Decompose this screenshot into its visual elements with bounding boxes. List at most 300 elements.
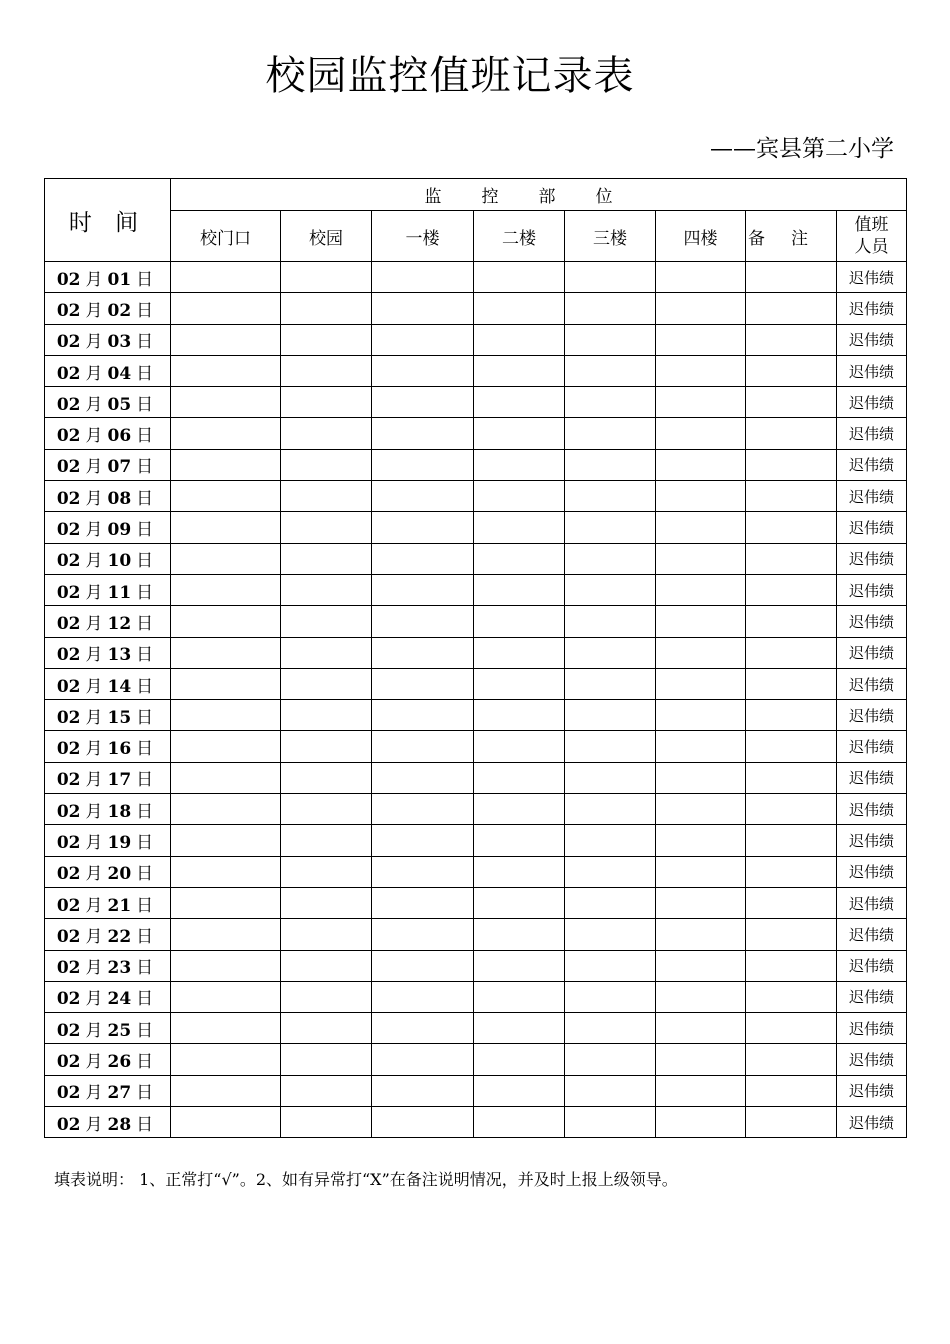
date-month-unit: 月 [85,801,103,822]
floor-2-cell[interactable] [474,1013,565,1044]
table-row [45,293,907,324]
staff-cell: 迟伟绩 [837,637,907,668]
date-month: 02 [56,739,81,760]
floor-3-cell[interactable] [565,543,656,574]
remarks-cell[interactable] [746,543,837,574]
gate-cell[interactable] [171,324,281,355]
table-body [45,262,907,1138]
staff-header-line-1: 值班 [854,215,889,235]
floor-3-cell[interactable] [565,512,656,543]
floor-3-cell[interactable] [565,481,656,512]
floor-2-cell[interactable] [474,668,565,699]
floor-1-cell[interactable] [372,637,474,668]
date-month: 02 [56,551,81,572]
date-month: 02 [56,801,81,822]
remarks-cell[interactable] [746,794,837,825]
floor-3-cell[interactable] [565,606,656,637]
monitor-location-header: 监控部位 [171,179,907,211]
staff-cell: 迟伟绩 [837,355,907,386]
floor-1-cell[interactable] [372,856,474,887]
date-day: 05 [107,394,132,415]
column-header-gate: 校门口 [171,211,281,262]
staff-cell: 迟伟绩 [837,512,907,543]
floor-1-cell[interactable] [372,1044,474,1075]
date-month-unit: 月 [85,269,103,290]
floor-1-cell[interactable] [372,293,474,324]
date-month: 02 [56,1114,81,1135]
campus-cell[interactable] [281,449,372,480]
campus-cell[interactable] [281,856,372,887]
floor-4-cell[interactable] [656,449,746,480]
floor-4-cell[interactable] [656,887,746,918]
remarks-cell[interactable] [746,762,837,793]
floor-4-cell[interactable] [656,387,746,418]
campus-cell[interactable] [281,919,372,950]
remarks-cell[interactable] [746,668,837,699]
date-day: 17 [107,770,132,791]
date-day-unit: 日 [136,801,154,822]
floor-3-cell[interactable] [565,794,656,825]
remarks-cell[interactable] [746,950,837,981]
campus-cell[interactable] [281,418,372,449]
remarks-cell[interactable] [746,887,837,918]
floor-1-cell[interactable] [372,355,474,386]
floor-3-cell[interactable] [565,449,656,480]
floor-2-cell[interactable] [474,355,565,386]
table-row [45,1013,907,1044]
date-month-unit: 月 [85,582,103,603]
remarks-cell[interactable] [746,981,837,1012]
campus-cell[interactable] [281,324,372,355]
floor-3-cell[interactable] [565,887,656,918]
gate-cell[interactable] [171,512,281,543]
floor-3-cell[interactable] [565,950,656,981]
date-day-unit: 日 [136,1020,154,1041]
floor-1-cell[interactable] [372,825,474,856]
campus-cell[interactable] [281,606,372,637]
staff-cell: 迟伟绩 [837,950,907,981]
table-row [45,606,907,637]
remarks-cell[interactable] [746,825,837,856]
campus-cell[interactable] [281,887,372,918]
remarks-cell[interactable] [746,1075,837,1106]
date-day: 13 [107,645,132,666]
gate-cell[interactable] [171,262,281,293]
floor-1-cell[interactable] [372,919,474,950]
floor-2-cell[interactable] [474,324,565,355]
staff-cell: 迟伟绩 [837,668,907,699]
floor-3-cell[interactable] [565,324,656,355]
floor-2-cell[interactable] [474,981,565,1012]
column-header-floor-1: 一楼 [372,211,474,262]
campus-cell[interactable] [281,1044,372,1075]
floor-2-cell[interactable] [474,856,565,887]
table-row [45,856,907,887]
table-row [45,887,907,918]
filling-instructions: 填表说明： 1、正常打“√”。2、如有异常打“X”在备注说明情况，并及时上报上级领导。 [54,1170,678,1189]
date-day: 07 [107,457,132,478]
floor-4-cell[interactable] [656,1044,746,1075]
date-month: 02 [56,676,81,697]
floor-4-cell[interactable] [656,794,746,825]
gate-cell[interactable] [171,574,281,605]
date-cell [45,981,171,1012]
table-row [45,355,907,386]
date-month: 02 [56,1020,81,1041]
campus-cell[interactable] [281,512,372,543]
remarks-cell[interactable] [746,449,837,480]
gate-cell[interactable] [171,481,281,512]
floor-2-cell[interactable] [474,1075,565,1106]
floor-4-cell[interactable] [656,981,746,1012]
date-month-unit: 月 [85,332,103,353]
date-month: 02 [56,520,81,541]
campus-cell[interactable] [281,950,372,981]
date-day-unit: 日 [136,739,154,760]
remarks-cell[interactable] [746,919,837,950]
staff-cell: 迟伟绩 [837,794,907,825]
floor-1-cell[interactable] [372,762,474,793]
floor-3-cell[interactable] [565,387,656,418]
table-row [45,418,907,449]
date-day-unit: 日 [136,958,154,979]
date-day-unit: 日 [136,676,154,697]
date-month: 02 [56,363,81,384]
floor-4-cell[interactable] [656,637,746,668]
floor-2-cell[interactable] [474,574,565,605]
gate-cell[interactable] [171,762,281,793]
date-day-unit: 日 [136,426,154,447]
remarks-cell[interactable] [746,512,837,543]
staff-cell: 迟伟绩 [837,262,907,293]
staff-cell: 迟伟绩 [837,887,907,918]
date-month-unit: 月 [85,895,103,916]
remarks-cell[interactable] [746,637,837,668]
campus-cell[interactable] [281,293,372,324]
campus-cell[interactable] [281,387,372,418]
floor-4-cell[interactable] [656,512,746,543]
floor-2-cell[interactable] [474,293,565,324]
date-cell [45,355,171,386]
floor-3-cell[interactable] [565,637,656,668]
gate-cell[interactable] [171,919,281,950]
staff-cell: 迟伟绩 [837,606,907,637]
remarks-cell[interactable] [746,324,837,355]
floor-1-cell[interactable] [372,449,474,480]
floor-2-cell[interactable] [474,481,565,512]
gate-cell[interactable] [171,981,281,1012]
floor-4-cell[interactable] [656,1075,746,1106]
floor-2-cell[interactable] [474,700,565,731]
floor-3-cell[interactable] [565,731,656,762]
floor-4-cell[interactable] [656,481,746,512]
date-month-unit: 月 [85,1020,103,1041]
floor-2-cell[interactable] [474,606,565,637]
remarks-cell[interactable] [746,574,837,605]
date-day: 02 [107,300,132,321]
date-month-unit: 月 [85,551,103,572]
gate-cell[interactable] [171,887,281,918]
campus-cell[interactable] [281,981,372,1012]
gate-cell[interactable] [171,543,281,574]
floor-3-cell[interactable] [565,1075,656,1106]
floor-4-cell[interactable] [656,293,746,324]
date-month-unit: 月 [85,926,103,947]
campus-cell[interactable] [281,731,372,762]
date-day-unit: 日 [136,645,154,666]
column-header-floor-4: 四楼 [656,211,746,262]
gate-cell[interactable] [171,700,281,731]
floor-1-cell[interactable] [372,418,474,449]
date-cell [45,387,171,418]
gate-cell[interactable] [171,794,281,825]
remarks-cell[interactable] [746,1044,837,1075]
floor-3-cell[interactable] [565,1107,656,1138]
date-day-unit: 日 [136,864,154,885]
date-day: 10 [107,551,132,572]
floor-3-cell[interactable] [565,418,656,449]
date-day-unit: 日 [136,394,154,415]
floor-3-cell[interactable] [565,981,656,1012]
floor-2-cell[interactable] [474,731,565,762]
floor-1-cell[interactable] [372,668,474,699]
campus-cell[interactable] [281,1107,372,1138]
campus-cell[interactable] [281,262,372,293]
date-cell [45,794,171,825]
date-day: 28 [107,1114,132,1135]
table-row [45,794,907,825]
date-day: 11 [107,582,132,603]
remarks-cell[interactable] [746,731,837,762]
staff-cell: 迟伟绩 [837,481,907,512]
table-row [45,762,907,793]
floor-4-cell[interactable] [656,418,746,449]
date-month-unit: 月 [85,613,103,634]
floor-2-cell[interactable] [474,262,565,293]
gate-cell[interactable] [171,668,281,699]
gate-cell[interactable] [171,1107,281,1138]
floor-3-cell[interactable] [565,919,656,950]
date-day: 08 [107,488,132,509]
floor-4-cell[interactable] [656,762,746,793]
time-header: 时 间 [45,179,171,262]
floor-4-cell[interactable] [656,700,746,731]
floor-4-cell[interactable] [656,1013,746,1044]
staff-cell: 迟伟绩 [837,387,907,418]
floor-1-cell[interactable] [372,887,474,918]
campus-cell[interactable] [281,574,372,605]
staff-cell: 迟伟绩 [837,324,907,355]
table-row [45,387,907,418]
school-name: ——宾县第二小学 [710,136,894,162]
gate-cell[interactable] [171,606,281,637]
remarks-cell[interactable] [746,418,837,449]
floor-1-cell[interactable] [372,481,474,512]
floor-1-cell[interactable] [372,1075,474,1106]
floor-3-cell[interactable] [565,825,656,856]
remarks-cell[interactable] [746,700,837,731]
campus-cell[interactable] [281,1013,372,1044]
floor-1-cell[interactable] [372,981,474,1012]
gate-cell[interactable] [171,950,281,981]
duty-log-table [44,178,907,1138]
gate-cell[interactable] [171,418,281,449]
table-row [45,324,907,355]
remarks-cell[interactable] [746,293,837,324]
floor-1-cell[interactable] [372,700,474,731]
floor-4-cell[interactable] [656,262,746,293]
floor-4-cell[interactable] [656,574,746,605]
floor-1-cell[interactable] [372,543,474,574]
remarks-cell[interactable] [746,606,837,637]
floor-4-cell[interactable] [656,355,746,386]
date-month: 02 [56,457,81,478]
campus-cell[interactable] [281,700,372,731]
floor-3-cell[interactable] [565,262,656,293]
floor-1-cell[interactable] [372,950,474,981]
date-day: 25 [107,1020,132,1041]
floor-2-cell[interactable] [474,887,565,918]
floor-2-cell[interactable] [474,637,565,668]
date-cell [45,512,171,543]
date-day-unit: 日 [136,770,154,791]
gate-cell[interactable] [171,1013,281,1044]
floor-2-cell[interactable] [474,919,565,950]
remarks-cell[interactable] [746,1107,837,1138]
date-month-unit: 月 [85,363,103,384]
gate-cell[interactable] [171,825,281,856]
floor-4-cell[interactable] [656,606,746,637]
floor-4-cell[interactable] [656,324,746,355]
staff-cell: 迟伟绩 [837,731,907,762]
gate-cell[interactable] [171,1044,281,1075]
floor-1-cell[interactable] [372,606,474,637]
floor-2-cell[interactable] [474,1107,565,1138]
date-day: 20 [107,864,132,885]
floor-1-cell[interactable] [372,731,474,762]
floor-1-cell[interactable] [372,794,474,825]
gate-cell[interactable] [171,731,281,762]
floor-3-cell[interactable] [565,700,656,731]
campus-cell[interactable] [281,355,372,386]
floor-2-cell[interactable] [474,1044,565,1075]
campus-cell[interactable] [281,1075,372,1106]
floor-4-cell[interactable] [656,950,746,981]
date-day: 14 [107,676,132,697]
floor-2-cell[interactable] [474,418,565,449]
date-month: 02 [56,1083,81,1104]
floor-2-cell[interactable] [474,825,565,856]
staff-cell: 迟伟绩 [837,856,907,887]
floor-3-cell[interactable] [565,668,656,699]
campus-cell[interactable] [281,668,372,699]
gate-cell[interactable] [171,387,281,418]
floor-3-cell[interactable] [565,574,656,605]
staff-cell: 迟伟绩 [837,449,907,480]
floor-4-cell[interactable] [656,825,746,856]
campus-cell[interactable] [281,481,372,512]
floor-2-cell[interactable] [474,512,565,543]
gate-cell[interactable] [171,1075,281,1106]
date-day-unit: 日 [136,582,154,603]
floor-4-cell[interactable] [656,919,746,950]
remarks-cell[interactable] [746,387,837,418]
floor-4-cell[interactable] [656,1107,746,1138]
date-day-unit: 日 [136,363,154,384]
date-month: 02 [56,832,81,853]
floor-2-cell[interactable] [474,387,565,418]
floor-1-cell[interactable] [372,387,474,418]
floor-2-cell[interactable] [474,762,565,793]
floor-1-cell[interactable] [372,324,474,355]
date-cell [45,449,171,480]
page-title: 校园监控值班记录表 [265,53,635,99]
gate-cell[interactable] [171,449,281,480]
gate-cell[interactable] [171,355,281,386]
floor-2-cell[interactable] [474,950,565,981]
campus-cell[interactable] [281,637,372,668]
campus-cell[interactable] [281,794,372,825]
floor-2-cell[interactable] [474,449,565,480]
remarks-cell[interactable] [746,1013,837,1044]
date-day-unit: 日 [136,926,154,947]
floor-3-cell[interactable] [565,762,656,793]
gate-cell[interactable] [171,856,281,887]
floor-4-cell[interactable] [656,668,746,699]
date-day: 19 [107,832,132,853]
floor-1-cell[interactable] [372,512,474,543]
date-month: 02 [56,394,81,415]
remarks-cell[interactable] [746,856,837,887]
floor-1-cell[interactable] [372,1107,474,1138]
date-month-unit: 月 [85,676,103,697]
floor-4-cell[interactable] [656,731,746,762]
campus-cell[interactable] [281,762,372,793]
date-cell [45,481,171,512]
date-cell [45,262,171,293]
date-cell [45,1044,171,1075]
floor-4-cell[interactable] [656,543,746,574]
campus-cell[interactable] [281,543,372,574]
floor-2-cell[interactable] [474,794,565,825]
floor-1-cell[interactable] [372,574,474,605]
date-cell [45,324,171,355]
floor-2-cell[interactable] [474,543,565,574]
floor-3-cell[interactable] [565,1013,656,1044]
staff-cell: 迟伟绩 [837,762,907,793]
floor-3-cell[interactable] [565,355,656,386]
date-month-unit: 月 [85,488,103,509]
staff-cell: 迟伟绩 [837,418,907,449]
floor-1-cell[interactable] [372,1013,474,1044]
floor-1-cell[interactable] [372,262,474,293]
gate-cell[interactable] [171,637,281,668]
floor-3-cell[interactable] [565,1044,656,1075]
table-row [45,574,907,605]
floor-3-cell[interactable] [565,293,656,324]
date-month-unit: 月 [85,989,103,1010]
floor-3-cell[interactable] [565,856,656,887]
remarks-cell[interactable] [746,355,837,386]
floor-4-cell[interactable] [656,856,746,887]
staff-cell: 迟伟绩 [837,1075,907,1106]
campus-cell[interactable] [281,825,372,856]
date-month-unit: 月 [85,300,103,321]
gate-cell[interactable] [171,293,281,324]
column-header-floor-2: 二楼 [474,211,565,262]
remarks-cell[interactable] [746,262,837,293]
remarks-cell[interactable] [746,481,837,512]
